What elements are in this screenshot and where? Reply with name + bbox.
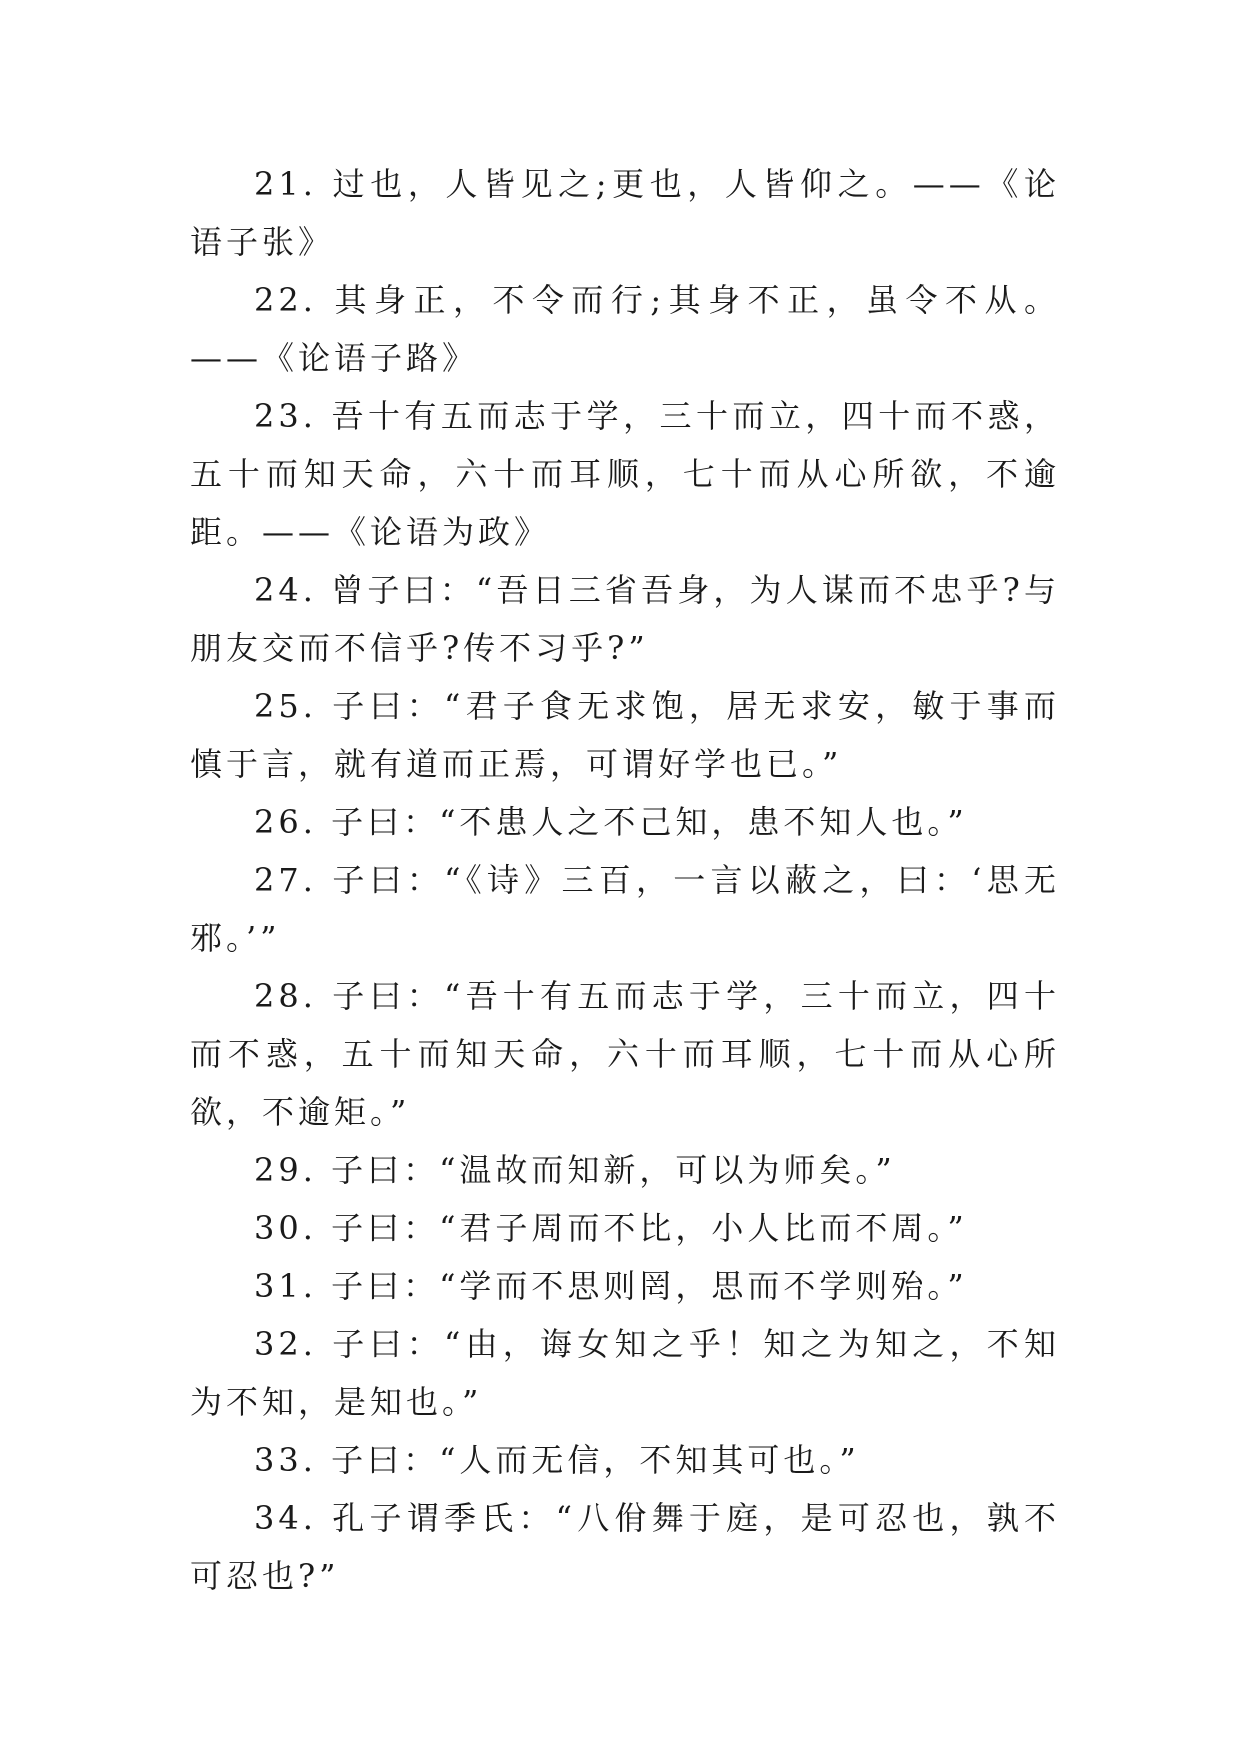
quote-paragraph-34: 34. 孔子谓季氏：“八佾舞于庭，是可忍也，孰不可忍也?”: [190, 1499, 1060, 1595]
quote-paragraph-28: 28. 子曰：“吾十有五而志于学，三十而立，四十而不惑，五十而知天命，六十而耳顺，七十而从心所欲，不逾矩。”: [190, 977, 1060, 1131]
quote-paragraph-23: 23. 吾十有五而志于学，三十而立，四十而不惑，五十而知天命，六十而耳顺，七十而从心所欲，不逾距。——《论语为政》: [190, 397, 1060, 551]
quote-paragraph-31: 31. 子曰：“学而不思则罔，思而不学则殆。”: [254, 1267, 968, 1305]
quote-paragraph-27: 27. 子曰：“《诗》三百，一言以蔽之，曰：‘思无邪。’”: [190, 861, 1060, 957]
quote-paragraph-26: 26. 子曰：“不患人之不己知，患不知人也。”: [254, 803, 968, 841]
quote-paragraph-21: 21. 过也，人皆见之;更也，人皆仰之。——《论语子张》: [190, 165, 1060, 261]
quote-paragraph-32: 32. 子曰：“由，诲女知之乎！知之为知之，不知为不知，是知也。”: [190, 1325, 1060, 1421]
quote-paragraph-25: 25. 子曰：“君子食无求饱，居无求安，敏于事而慎于言，就有道而正焉，可谓好学也已。”: [190, 687, 1060, 783]
quote-paragraph-33: 33. 子曰：“人而无信，不知其可也。”: [254, 1441, 860, 1479]
quote-paragraph-30: 30. 子曰：“君子周而不比，小人比而不周。”: [254, 1209, 968, 1247]
quote-paragraph-22: 22. 其身正，不令而行;其身不正，虽令不从。——《论语子路》: [190, 281, 1060, 377]
document-body: [190, 155, 1060, 1605]
quote-paragraph-24: 24. 曾子曰：“吾日三省吾身，为人谋而不忠乎?与朋友交而不信乎?传不习乎?”: [190, 571, 1060, 667]
quote-paragraph-29: 29. 子曰：“温故而知新，可以为师矣。”: [254, 1151, 896, 1189]
